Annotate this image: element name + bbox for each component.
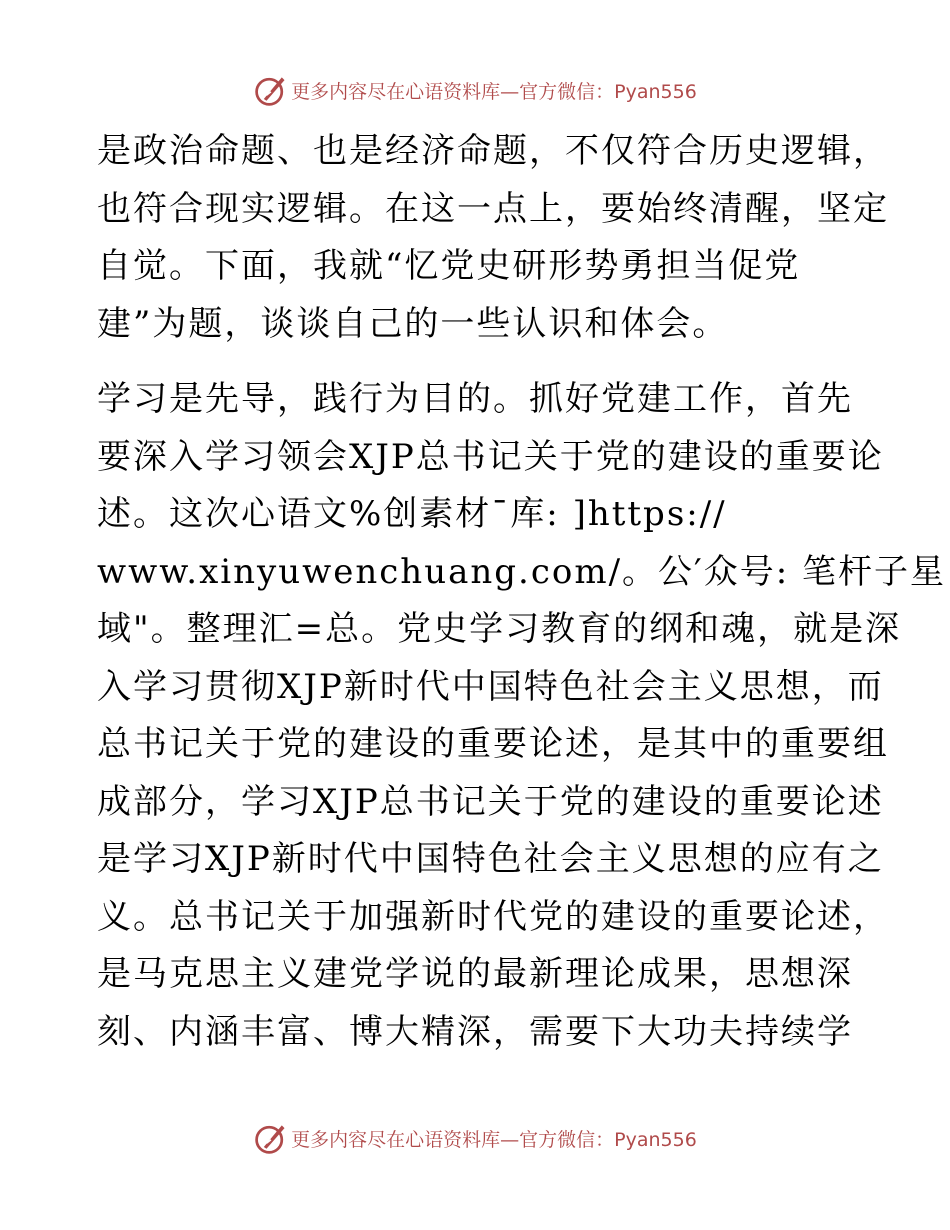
quill-pen-logo-icon	[253, 72, 289, 108]
text-line: 自觉。下面，我就“忆党史研形势勇担当促党	[97, 246, 801, 286]
header-watermark-banner	[0, 70, 950, 110]
text-line: 总书记关于党的建设的重要论述，是其中的重要组	[97, 724, 889, 764]
text-line: www.xinyuwenchuang.com/。公′众号: 笔杆子星	[97, 551, 947, 592]
text-line: 要深入学习领会XJP总书记关于党的建设的重要论	[97, 436, 884, 477]
paragraph-1	[97, 123, 889, 353]
document-body	[97, 123, 947, 1061]
text-line: 域"。整理汇=总。党史学习教育的纲和魂，就是深	[97, 609, 902, 649]
text-line: 是政治命题、也是经济命题，不仅符合历史逻辑，	[97, 131, 889, 171]
banner-wechat: 官方微信：Pyan556	[519, 1128, 697, 1151]
text-line: 是学习XJP新时代中国特色社会主义思想的应有之	[97, 839, 884, 879]
text-line: 述。这次心语文%创素材¯库: ]https://	[97, 494, 727, 534]
text-line: 义。总书记关于加强新时代党的建设的重要论述，	[97, 896, 889, 937]
text-line: 建”为题，谈谈自己的一些认识和体会。	[97, 303, 729, 344]
text-line: 成部分，学习XJP总书记关于党的建设的重要论述	[97, 781, 884, 822]
banner-text: 更多内容尽在心语资料库—	[291, 80, 520, 103]
footer-watermark-banner	[0, 1118, 950, 1158]
banner-text: 更多内容尽在心语资料库—	[291, 1128, 520, 1151]
banner-wechat: 官方微信：Pyan556	[519, 80, 697, 103]
paragraph-2	[97, 371, 947, 1061]
text-line: 也符合现实逻辑。在这一点上，要始终清醒，坚定	[97, 188, 889, 229]
paragraph-spacer	[97, 353, 857, 371]
quill-pen-logo-icon	[253, 1120, 289, 1156]
text-line: 学习是先导，践行为目的。抓好党建工作，首先	[97, 379, 853, 419]
text-line: 刻、内涵丰富、博大精深，需要下大功夫持续学	[97, 1011, 853, 1052]
text-line: 入学习贯彻XJP新时代中国特色社会主义思想，而	[97, 666, 884, 707]
text-line: 是马克思主义建党学说的最新理论成果，思想深	[97, 954, 853, 994]
